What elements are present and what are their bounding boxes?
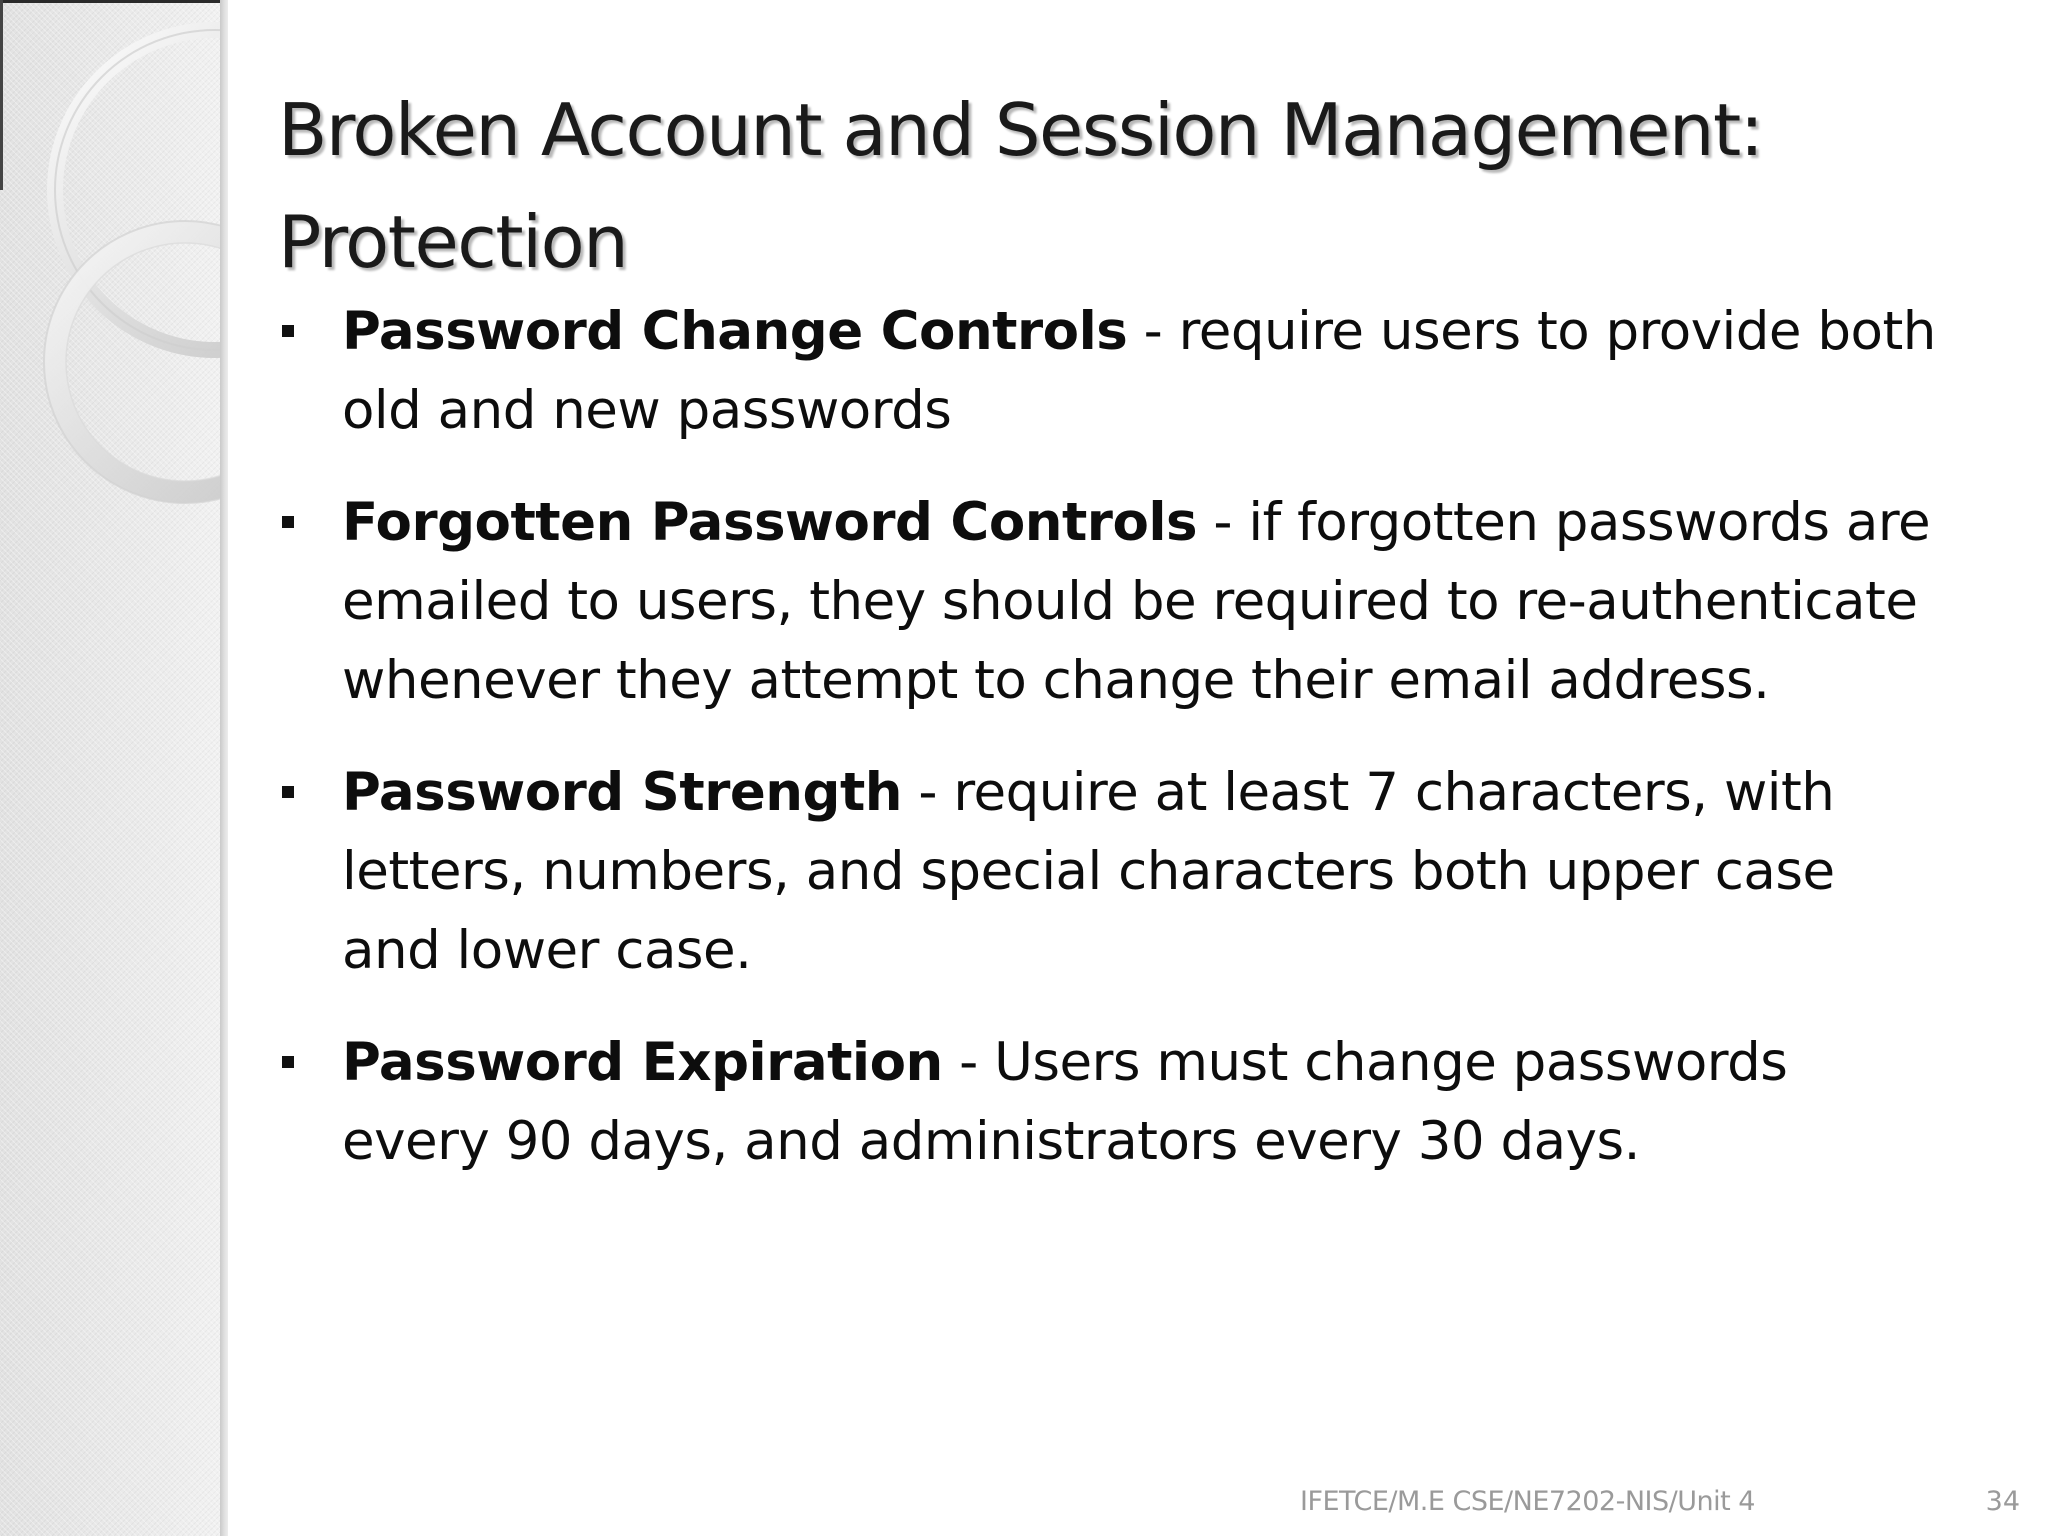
- bullet-separator: -: [1127, 301, 1179, 362]
- bullet-text: require at least 7 characters, with letters, numbers, and special characters both upper case and lower case.: [342, 762, 1835, 981]
- bullet-text: Users must change passwords every 90 days, and administrators every 30 days.: [342, 1032, 1788, 1172]
- sidebar-decoration: [0, 0, 228, 1536]
- bullet-list: [278, 292, 1938, 1214]
- square-bullet-icon: [282, 325, 294, 337]
- square-bullet-icon: [282, 1056, 294, 1068]
- bullet-term: Password Expiration: [342, 1032, 943, 1093]
- bullet-item-password-change: [278, 292, 1938, 450]
- sidebar-top-border: [0, 0, 228, 3]
- bullet-separator: -: [902, 762, 954, 823]
- bullet-item-password-strength: [278, 753, 1938, 990]
- bullet-text: require users to provide both old and new passwords: [342, 301, 1936, 441]
- square-bullet-icon: [282, 516, 294, 528]
- bullet-term: Password Strength: [342, 762, 903, 823]
- bullet-term: Password Change Controls: [342, 301, 1128, 362]
- page-number: 34: [1985, 1486, 2020, 1517]
- slide-footer: IFETCE/M.E CSE/NE7202-NIS/Unit 4: [1300, 1486, 1755, 1517]
- bullet-separator: -: [1197, 492, 1249, 553]
- square-bullet-icon: [282, 786, 294, 798]
- slide-title: Broken Account and Session Management: Protection: [278, 88, 1763, 284]
- bullet-separator: -: [942, 1032, 995, 1093]
- bullet-text: if forgotten passwords are emailed to users, they should be required to re-authenticate whenever they attempt to change their email address.: [342, 492, 1931, 711]
- sidebar-edge: [220, 0, 228, 1536]
- bullet-term: Forgotten Password Controls: [342, 492, 1198, 553]
- decorative-rings-icon: [0, 0, 228, 520]
- bullet-item-password-expiration: [278, 1023, 1938, 1181]
- bullet-item-forgotten-password: [278, 483, 1938, 720]
- sidebar-left-border: [0, 0, 3, 190]
